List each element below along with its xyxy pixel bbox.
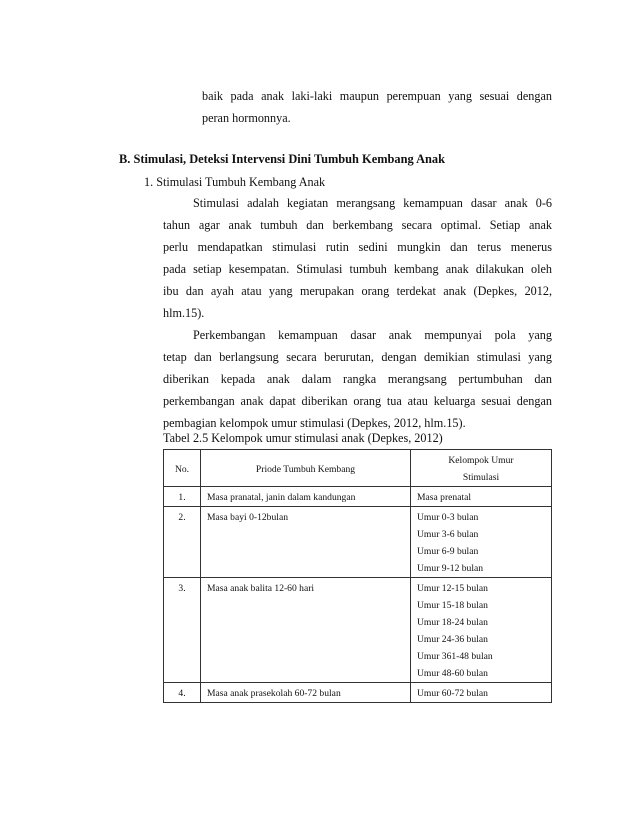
continuation-line: baik pada anak laki-laki maupun perempuan yang sesuai dengan bbox=[202, 89, 552, 103]
continuation-line: peran hormonnya. bbox=[202, 111, 291, 125]
umur-line: Umur 3-6 bulan bbox=[417, 529, 479, 540]
paragraph-line: tetap dan berlangsung secara berurutan, dengan demikian stimulasi yang bbox=[163, 350, 552, 364]
umur-line: Umur 361-48 bulan bbox=[417, 651, 493, 662]
paragraph-line: tahun agar anak tumbuh dan berkembang secara optimal. Setiap anak bbox=[163, 218, 552, 232]
umur-line: Umur 0-3 bulan bbox=[417, 512, 479, 523]
table-header-row bbox=[164, 450, 552, 487]
header-kelompok bbox=[411, 450, 552, 487]
paragraph-line: perkembangan anak dapat diberikan orang tua atau keluarga sesuai dengan bbox=[163, 394, 552, 408]
cell-no: 1. bbox=[164, 487, 201, 507]
cell-masa: Masa anak prasekolah 60-72 bulan bbox=[201, 683, 411, 703]
cell-umur bbox=[411, 578, 552, 683]
cell-umur bbox=[411, 507, 552, 578]
table-row bbox=[164, 578, 552, 683]
paragraph-stimulasi bbox=[163, 192, 552, 324]
cell-masa: Masa bayi 0-12bulan bbox=[201, 507, 411, 578]
umur-line: Umur 9-12 bulan bbox=[417, 563, 484, 574]
header-kelompok-line: Stimulasi bbox=[462, 472, 500, 483]
paragraph-line: ibu dan ayah atau yang merupakan orang terdekat anak (Depkes, 2012, bbox=[163, 284, 552, 298]
stimulation-age-table bbox=[163, 449, 552, 703]
paragraph-line: Perkembangan kemampuan dasar anak mempunyai pola yang bbox=[193, 328, 552, 342]
umur-line: Umur 6-9 bulan bbox=[417, 546, 479, 557]
table-row bbox=[164, 507, 552, 578]
paragraph-line: pembagian kelompok umur stimulasi (Depkes, 2012, hlm.15). bbox=[163, 416, 466, 430]
umur-line: Masa prenatal bbox=[417, 492, 472, 503]
header-no: No. bbox=[164, 450, 201, 487]
cell-no: 2. bbox=[164, 507, 201, 578]
umur-line: Umur 60-72 bulan bbox=[417, 688, 488, 699]
umur-line: Umur 48-60 bulan bbox=[417, 668, 488, 679]
paragraph-line: diberikan kepada anak dalam rangka merangsang pertumbuhan dan bbox=[163, 372, 552, 386]
cell-umur bbox=[411, 683, 552, 703]
cell-masa: Masa anak balita 12-60 hari bbox=[201, 578, 411, 683]
table-row bbox=[164, 487, 552, 507]
umur-line: Umur 15-18 bulan bbox=[417, 600, 488, 611]
cell-masa: Masa pranatal, janin dalam kandungan bbox=[201, 487, 411, 507]
umur-line: Umur 24-36 bulan bbox=[417, 634, 488, 645]
table-row bbox=[164, 683, 552, 703]
cell-umur bbox=[411, 487, 552, 507]
continuation-text bbox=[202, 85, 552, 129]
paragraph-line: Stimulasi adalah kegiatan merangsang kemampuan dasar anak 0-6 bbox=[193, 196, 552, 210]
paragraph-line: perlu mendapatkan stimulasi rutin sedini mungkin dan terus menerus bbox=[163, 240, 552, 254]
umur-line: Umur 12-15 bulan bbox=[417, 583, 488, 594]
paragraph-line: hlm.15). bbox=[163, 306, 205, 320]
paragraph-perkembangan bbox=[163, 324, 552, 434]
header-kelompok-line: Kelompok Umur bbox=[448, 455, 514, 466]
umur-line: Umur 18-24 bulan bbox=[417, 617, 488, 628]
cell-no: 3. bbox=[164, 578, 201, 683]
paragraph-line: pada setiap kesempatan. Stimulasi tumbuh kembang anak dilakukan oleh bbox=[163, 262, 552, 276]
section-heading: B. Stimulasi, Deteksi Intervensi Dini Tumbuh Kembang Anak bbox=[119, 152, 446, 166]
cell-no: 4. bbox=[164, 683, 201, 703]
header-priode: Priode Tumbuh Kembang bbox=[201, 450, 411, 487]
table-caption: Tabel 2.5 Kelompok umur stimulasi anak (Depkes, 2012) bbox=[163, 431, 443, 445]
subsection-heading: 1. Stimulasi Tumbuh Kembang Anak bbox=[144, 175, 326, 189]
